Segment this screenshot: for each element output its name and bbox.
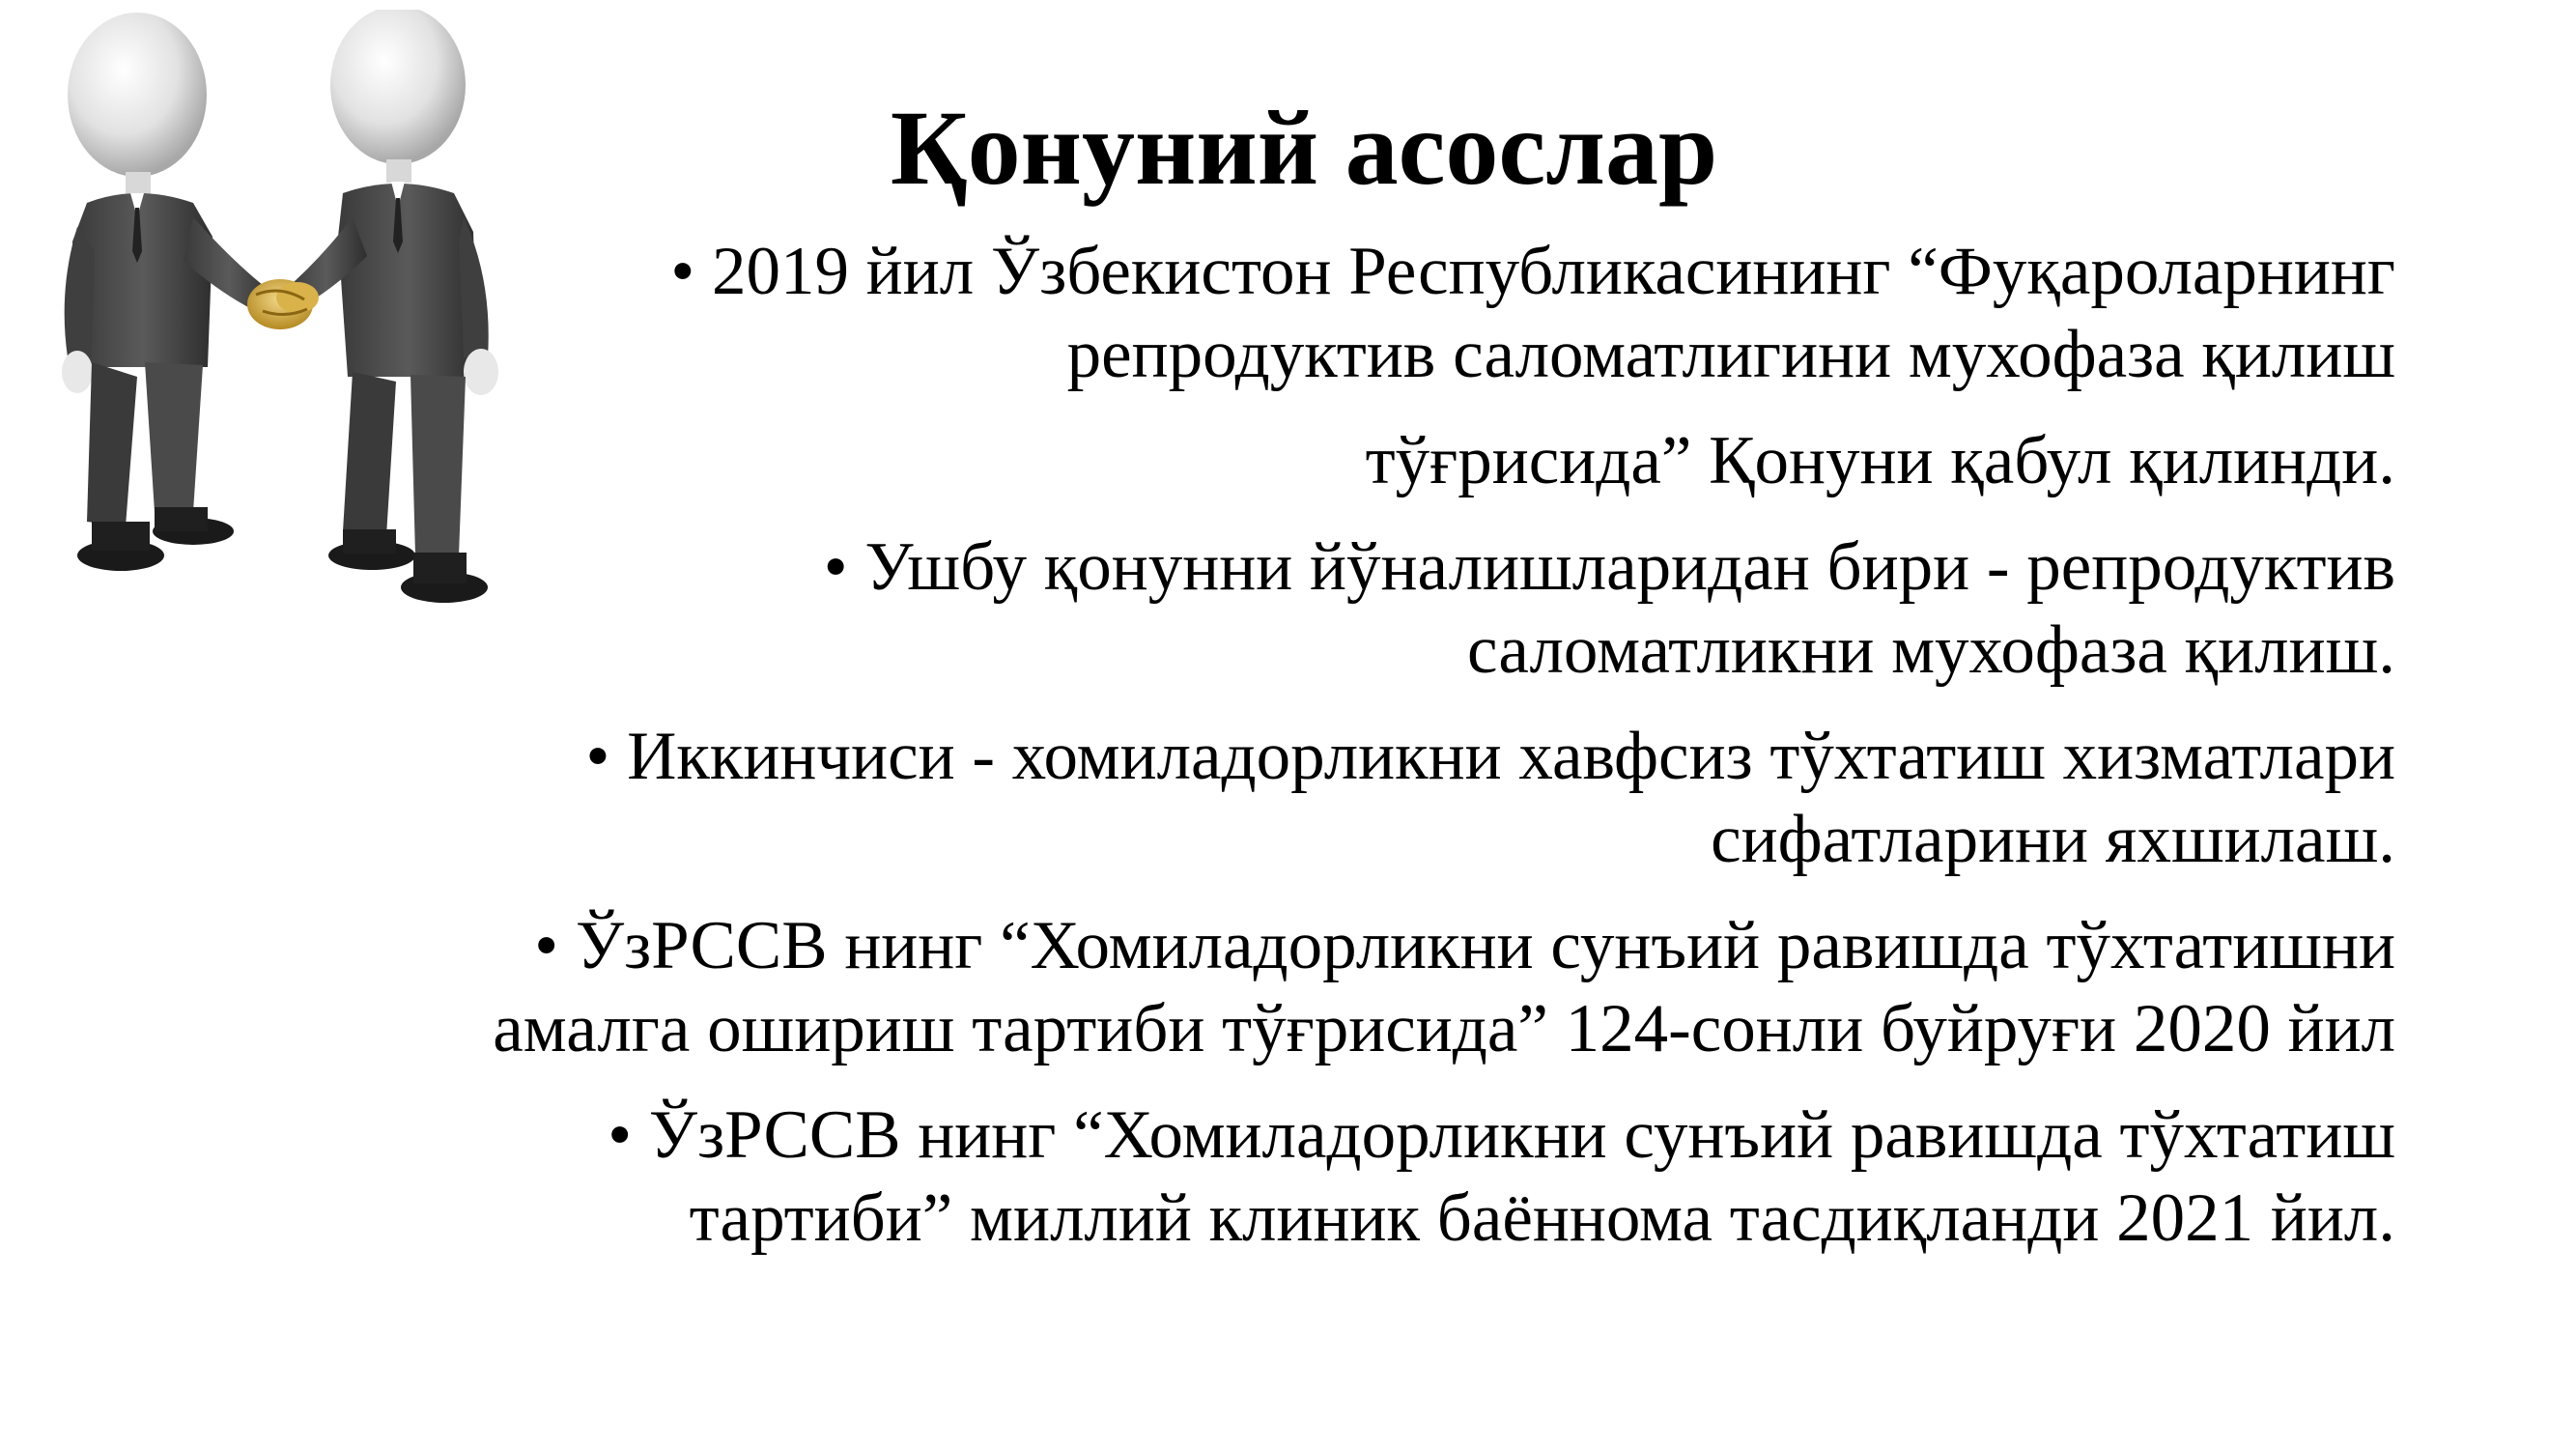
text-line: • Ушбу қонунни йўналишларидан бири - репродуктив bbox=[823, 529, 2395, 605]
paragraph-law-adopted bbox=[270, 419, 2395, 502]
text-line: тартиби” миллий клиник баённома тасдиқланди 2021 йил. bbox=[689, 1180, 2395, 1256]
text-line: • Иккинчиси - хомиладорликни хавфсиз тўхтатиш хизматлари bbox=[585, 719, 2395, 794]
text-line: тўғрисида” Қонуни қабул қилинди. bbox=[1365, 423, 2395, 498]
text-line: амалга ошириш тартиби тўғрисида” 124-сонли буйруғи 2020 йил bbox=[493, 991, 2395, 1066]
paragraph-law-2019 bbox=[270, 230, 2395, 396]
text-line: • ЎзРССВ нинг “Хомиладорликни сунъий равишда тўхтатишни bbox=[534, 908, 2395, 983]
slide-title: Қонуний асослар bbox=[890, 89, 1718, 207]
text-line: • 2019 йил Ўзбекистон Республикасининг “Фуқароларнинг bbox=[670, 234, 2395, 309]
text-line: саломатликни мухофаза қилиш. bbox=[1466, 612, 2395, 688]
paragraph-order-124 bbox=[270, 904, 2395, 1070]
text-line: • ЎзРССВ нинг “Хомиладорликни сунъий равишда тўхтатиш bbox=[608, 1097, 2395, 1173]
paragraph-direction-one bbox=[270, 526, 2395, 692]
text-line: репродуктив саломатлигини мухофаза қилиш bbox=[1066, 317, 2395, 392]
left-figure bbox=[62, 13, 275, 571]
paragraph-protocol-2021 bbox=[270, 1094, 2395, 1260]
paragraph-direction-two bbox=[270, 715, 2395, 881]
bullet-list bbox=[270, 230, 2395, 1260]
text-line: сифатларини яхшилаш. bbox=[1711, 802, 2395, 877]
